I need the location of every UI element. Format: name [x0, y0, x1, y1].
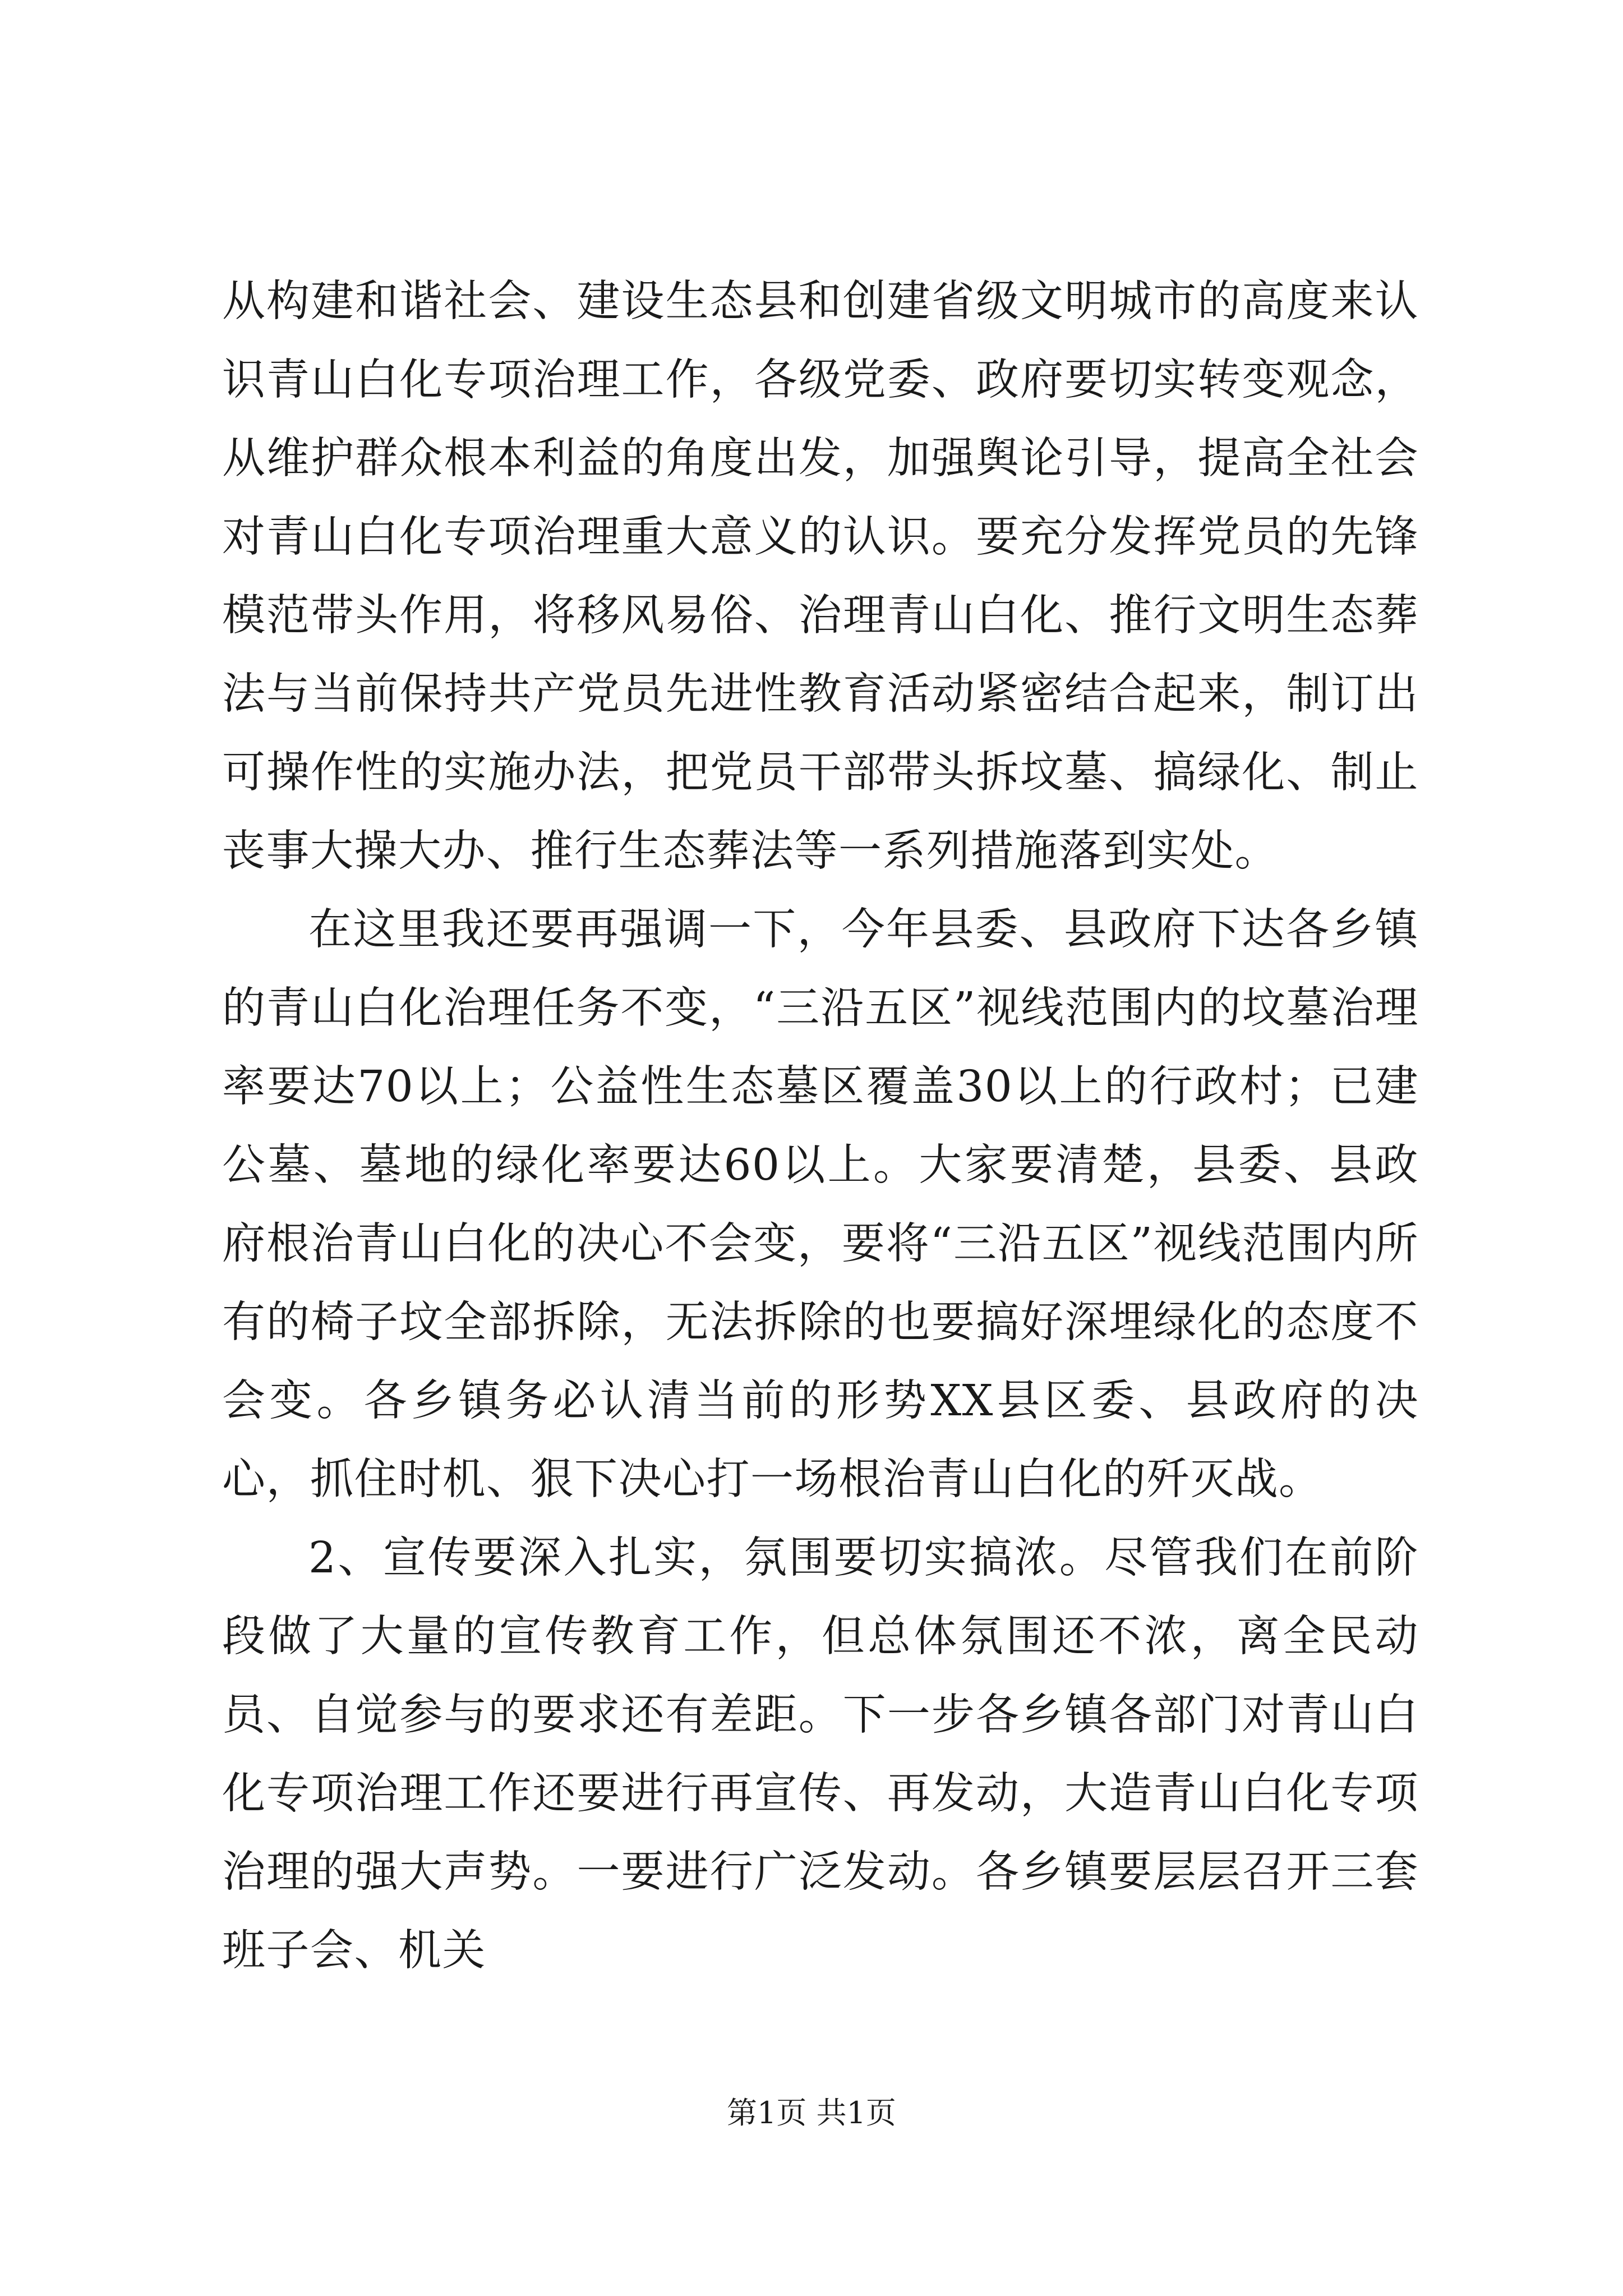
paragraph-3: 2、宣传要深入扎实，氛围要切实搞浓。尽管我们在前阶段做了大量的宣传教育工作，但总体氛围还不浓，离全民动员、自觉参与的要求还有差距。下一步各乡镇各部门对青山白化专项治理工作还要进行再宣传、再发动，大造青山白化专项治理的强大声势。一要进行广泛发动。各乡镇要层层召开三套班子会、机关: [222, 1533, 1419, 1976]
paragraph-2: 在这里我还要再强调一下，今年县委、县政府下达各乡镇的青山白化治理任务不变，“三沿五区”视线范围内的坟墓治理率要达70以上；公益性生态墓区覆盖30以上的行政村；已建公墓、墓地的绿化率要达60以上。大家要清楚，县委、县政府根治青山白化的决心不会变，要将“三沿五区”视线范围内所有的椅子坟全部拆除，无法拆除的也要搞好深埋绿化的态度不会变。各乡镇务必认清当前的形势XX县区委、县政府的决心，抓住时机、狠下决心打一场根治青山白化的歼灭战。: [222, 905, 1419, 1504]
page-footer: 第1页 共1页: [727, 2095, 896, 2131]
paragraph-1: 从构建和谐社会、建设生态县和创建省级文明城市的高度来认识青山白化专项治理工作，各级党委、政府要切实转变观念，从维护群众根本利益的角度出发，加强舆论引导，提高全社会对青山白化专项治理重大意义的认识。要充分发挥党员的先锋模范带头作用，将移风易俗、治理青山白化、推行文明生态葬法与当前保持共产党员先进性教育活动紧密结合起来，制订出可操作性的实施办法，把党员干部带头拆坟墓、搞绿化、制止丧事大操大办、推行生态葬法等一系列措施落到实处。: [222, 277, 1419, 876]
document-body: [222, 263, 1419, 1990]
